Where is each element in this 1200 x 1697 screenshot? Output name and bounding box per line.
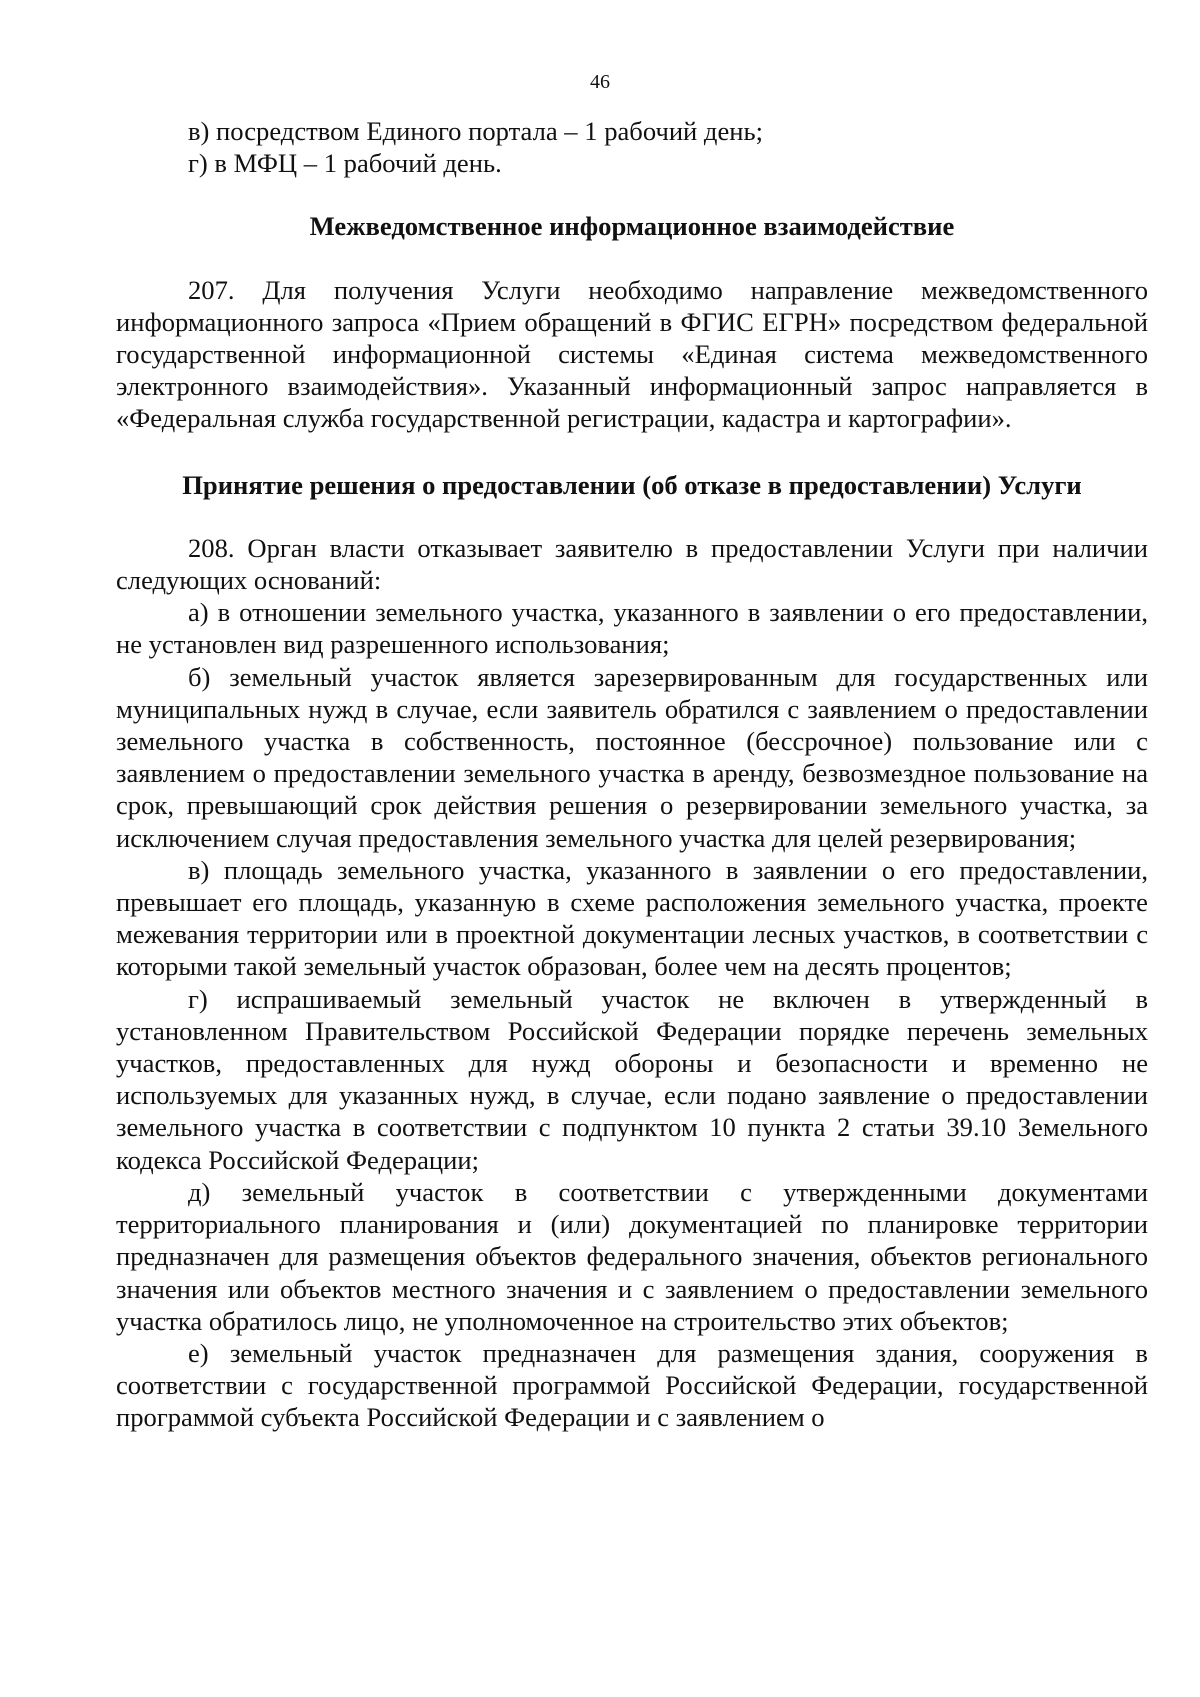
clause-g: г) испрашиваемый земельный участок не включен в утвержденный в установленном Правительством Российской Федерации порядке перечень земельных участков, предоставленных для нужд обороны и безопасности и временно не используемых для указанных нужд, в случае, если подано заявление о предоставлении земельного участка в соответствии с подпунктом 10 пункта 2 статьи 39.10 Земельного кодекса Российской Федерации; [116,983,1148,1175]
paragraph-207: 207. Для получения Услуги необходимо направление межведомственного информационного запроса «Прием обращений в ФГИС ЕГРН» посредством федеральной государственной информационной системы «Единая система межведомственного электронного взаимодействия». Указанный информационный запрос направляется в «Федеральная служба государственной регистрации, кадастра и картографии». [116,274,1148,434]
clause-d: д) земельный участок в соответствии с утвержденными документами территориального планирования и (или) документацией по планировке территории предназначен для размещения объектов федерального значения, объектов регионального значения или объектов местного значения и с заявлением о предоставлении земельного участка обратилось лицо, не уполномоченное на строительство этих объектов; [116,1176,1148,1336]
section-heading-interagency: Межведомственное информационное взаимодействие [309,211,955,242]
clause-a: а) в отношении земельного участка, указанного в заявлении о его предоставлении, не установлен вид разрешенного использования; [116,597,1148,660]
clause-v: в) площадь земельного участка, указанного в заявлении о его предоставлении, превышает его площадь, указанную в схеме расположения земельного участка, проекте межевания территории или в проектной документации лесных участков, в соответствии с которыми такой земельный участок образован, более чем на десять процентов; [116,854,1148,982]
clause-b: б) земельный участок является зарезервированным для государственных или муниципальных нужд в случае, если заявитель обратился с заявлением о предоставлении земельного участка в собственность, постоянное (бессрочное) пользование или с заявлением о предоставлении земельного участка в аренду, безвозмездное пользование на срок, превышающий срок действия решения о резервировании земельного участка, за исключением случая предоставления земельного участка для целей резервирования; [116,661,1148,853]
clause-e: е) земельный участок предназначен для размещения здания, сооружения в соответствии с государственной программой Российской Федерации, государственной программой субъекта Российской Федерации и с заявлением о [116,1337,1148,1433]
paragraph-208: 208. Орган власти отказывает заявителю в предоставлении Услуги при наличии следующих оснований: [116,532,1148,596]
intro-line-v: в) посредством Единого портала – 1 рабочий день; [188,116,764,146]
section-heading-decision: Принятие решения о предоставлении (об отказе в предоставлении) Услуги [182,469,1082,500]
intro-line-g: г) в МФЦ – 1 рабочий день. [188,148,502,179]
page-number: 46 [590,71,610,93]
page-content [116,115,1148,1434]
